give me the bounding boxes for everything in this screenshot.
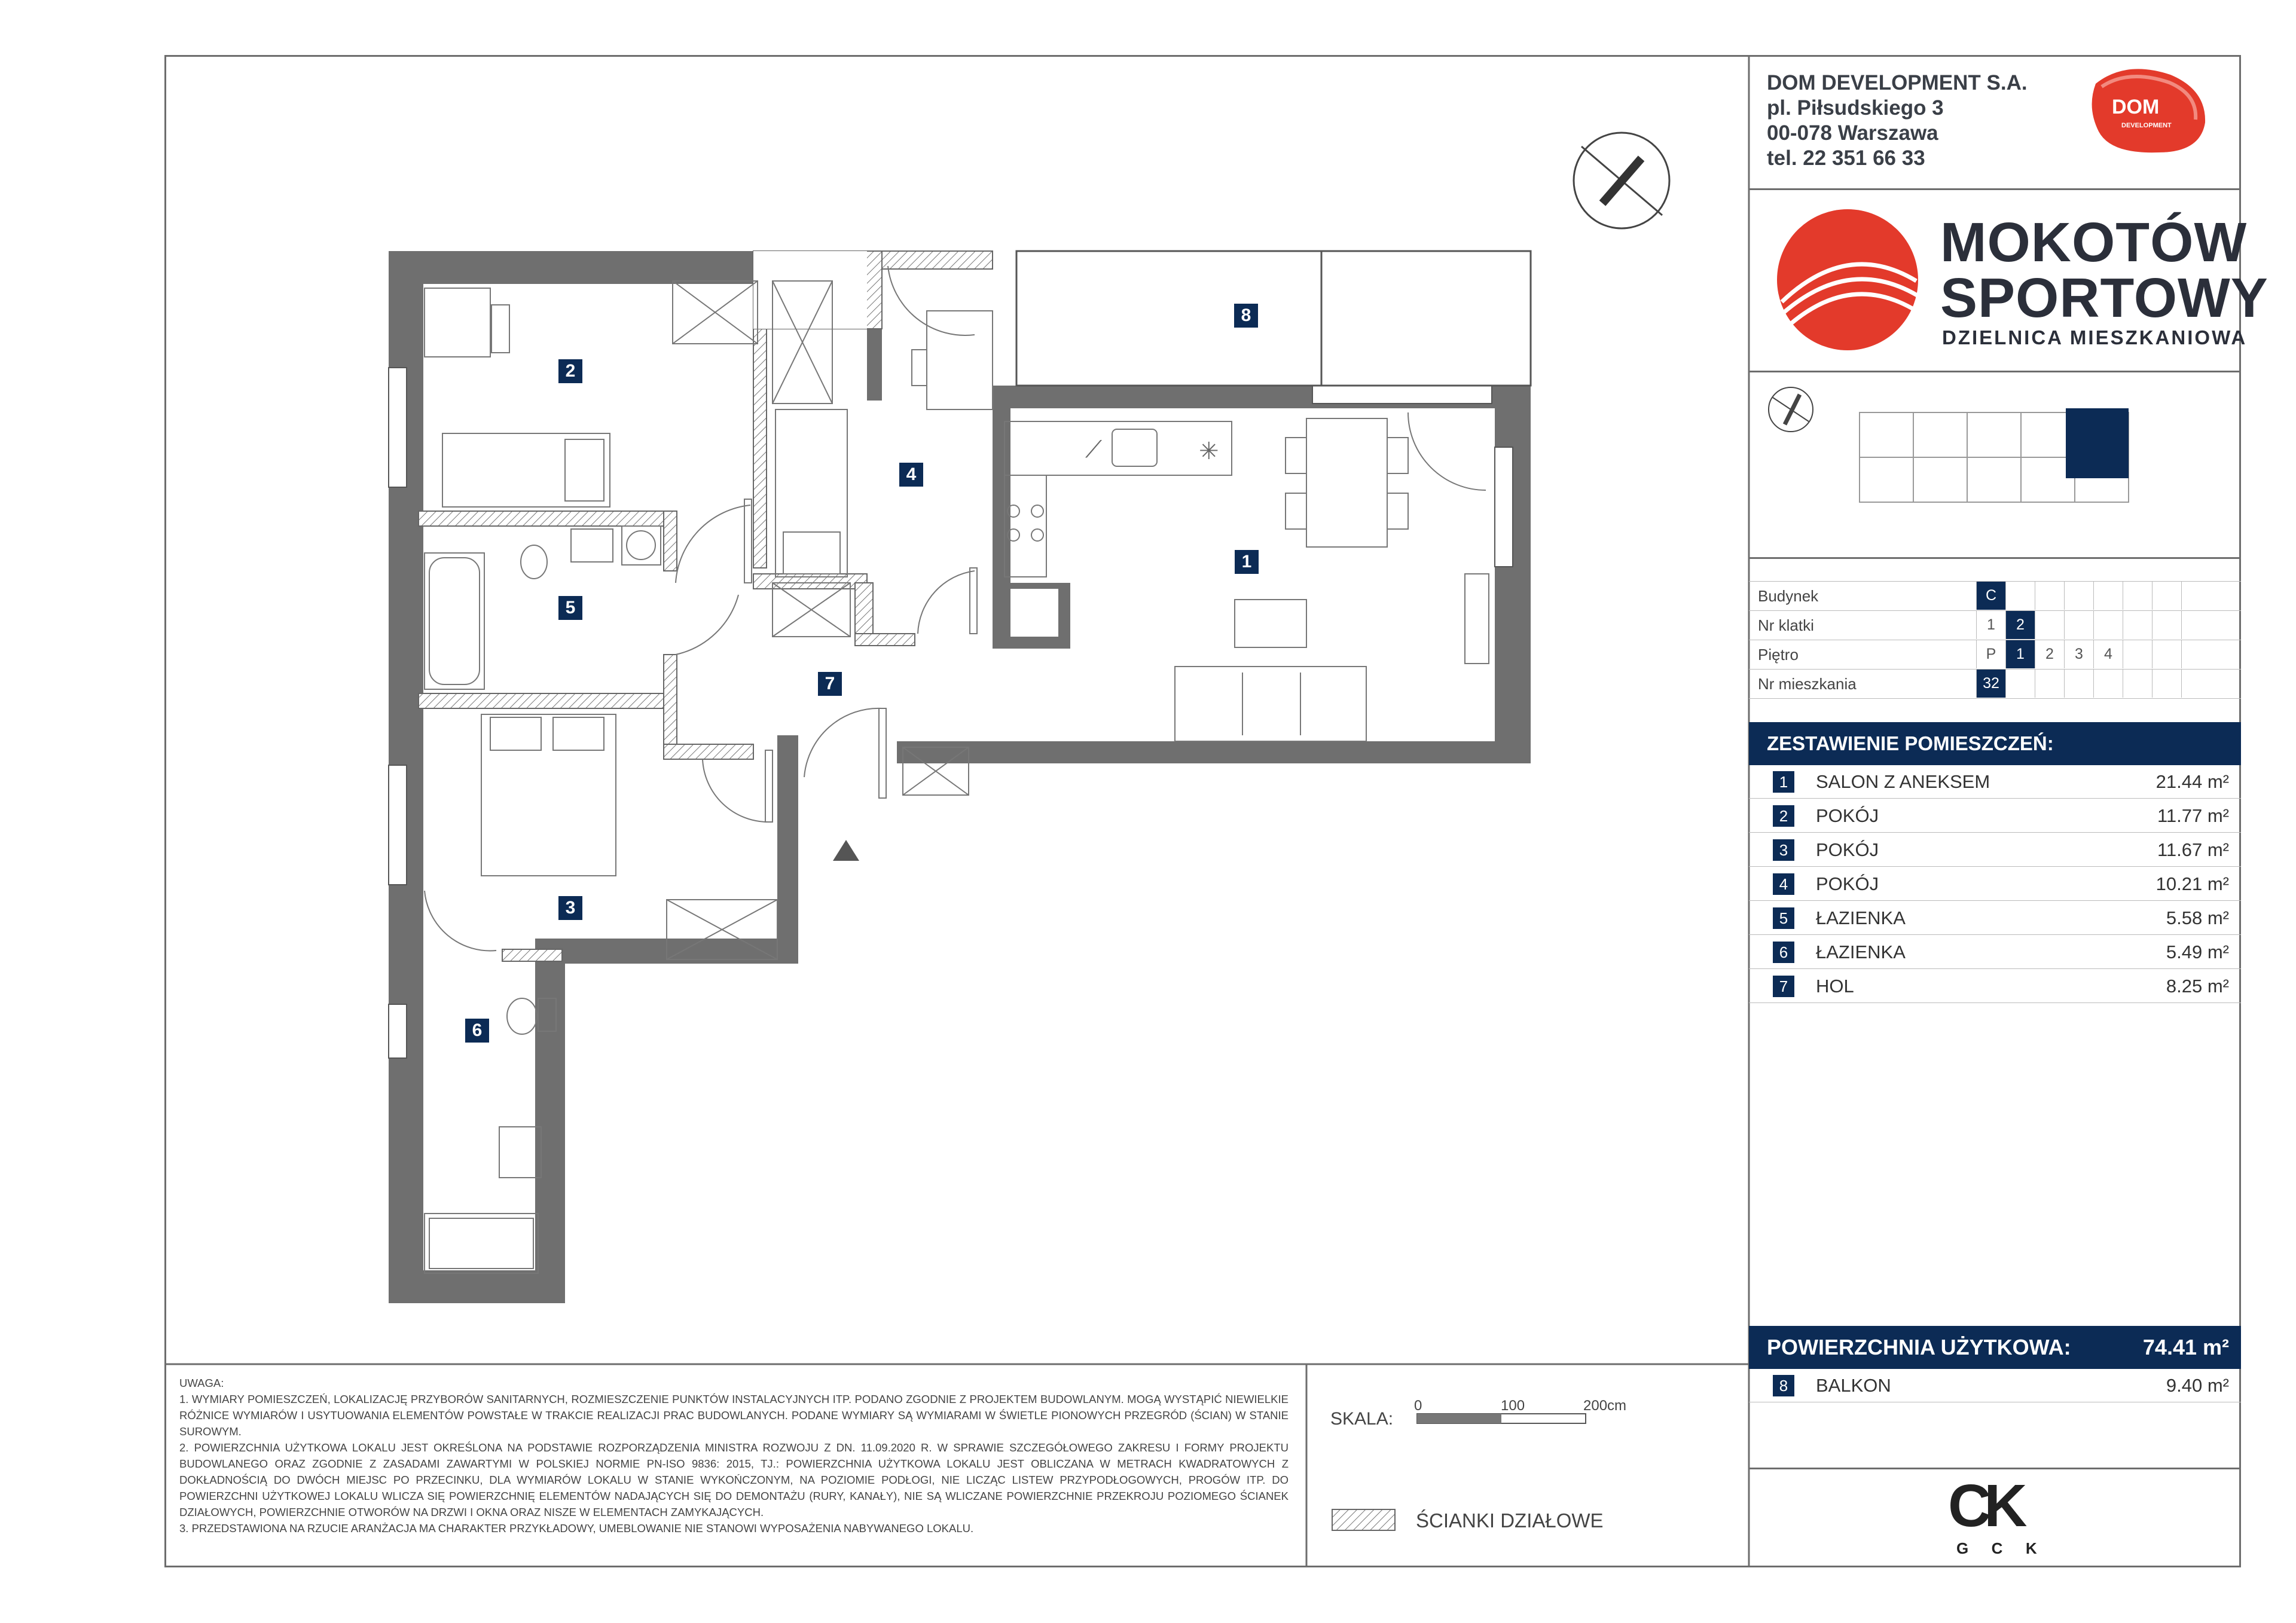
project-title-line2: SPORTOWY [1940,267,2268,329]
balcony-num: 8 [1773,1375,1794,1396]
building-table-cell [2152,611,2181,639]
building-table-cell [2064,582,2093,610]
plan-label-bath6: 6 [465,1019,489,1043]
room-name: ŁAZIENKA [1816,907,1906,928]
building-table-cell: 1 [1976,611,2005,639]
project-title-line1: MOKOTÓW [1940,211,2248,273]
partition-walls [419,251,993,961]
room-area: 11.77 m² [2157,805,2229,826]
partition-legend-label: ŚCIANKI DZIAŁOWE [1416,1509,1604,1532]
building-table-cell [2181,611,2210,639]
building-table-cell [2005,670,2035,698]
usable-area-bar [1749,1326,2241,1369]
building-table-cell [2181,582,2210,610]
room-name: HOL [1816,976,1854,997]
building-table-cell [2035,582,2064,610]
room-row [1749,833,2241,867]
building-table-cell: 4 [2093,640,2123,668]
notes [179,1375,1289,1536]
building-table-cell [2064,670,2093,698]
room-number: 7 [1773,976,1794,997]
building-table-row-line [1749,698,2241,699]
balcony [1016,251,1531,386]
room-row [1749,867,2241,901]
plan-label-room2: 2 [558,359,582,383]
building-table-cell [2123,611,2152,639]
company-name: DOM DEVELOPMENT S.A. [1767,71,2028,94]
balcony-area: 9.40 m² [2166,1375,2229,1396]
project-subtitle: DZIELNICA MIESZKANIOWA [1942,326,2248,349]
room-name: SALON Z ANEKSEM [1816,771,1990,792]
room-row [1749,765,2241,799]
gck-logo-mark: CK [1948,1472,2020,1539]
building-table-cell [2093,611,2123,639]
building-table-cell [2123,582,2152,610]
room-row [1749,799,2241,833]
building-table-cell: 32 [1976,670,2005,698]
building-table-cell [2152,582,2181,610]
building-table-cell: 2 [2035,640,2064,668]
balcony-name: BALKON [1816,1375,1891,1396]
room-area: 11.67 m² [2157,839,2229,860]
room-row [1749,901,2241,935]
plan-label-room3: 3 [558,896,582,920]
room-number: 1 [1773,771,1794,793]
building-table-cell: 3 [2064,640,2093,668]
room-area: 10.21 m² [2155,873,2229,894]
plan-label-balcony: 8 [1234,304,1258,328]
plan-label-salon: 1 [1235,550,1259,574]
note-2: 2. POWIERZCHNIA UŻYTKOWA LOKALU JEST OKREŚLONA NA PODSTAWIE ROZPORZĄDZENIA MINISTRA ROZWOJU Z DN. 11.09.2020 R. W SPRAWIE SZCZEGÓŁOWEGO ZAKRESU I FORMY PROJEKTU BUDOWLANEGO ORAZ ZGODNIE Z ZASADAMI ZAWARTYMI W POLSKIEJ NORMIE PN-ISO 9836: 2015, TJ.: POWIERZCHNIA UŻYTKOWA LOKALU JEST OBLICZANA W METRACH KWADRATOWYCH Z DOKŁADNOŚCIĄ DO DWÓCH MIEJSC PO PRZECINKU, DLA WYMIARÓW LOKALU W STANIE WYKOŃCZONYM, NA POZIOMIE PODŁOGI, NIE LICZĄC LISTEW PRZYPODŁOGOWYCH, PROGÓW ITP. DO POWIERZCHNI UŻYTKOWEJ LOKALU WLICZA SIĘ POWIERZCHNIĘ ELEMENTÓW NADAJĄCYCH SIĘ DO DEMONTAŻU (RURY, KANAŁY), NIE SĄ WLICZANE POWIERZCHNIE PRZEKROJU POZIOMEGO ŚCIANEK DZIAŁOWYCH, POWIERZCHNIE OTWORÓW NA DRZWI I OKNA ORAZ NISZE W ELEMENTACH ZAMYKAJĄCYCH. [179,1441,1289,1518]
building-table-label: Budynek [1758,587,1819,605]
building-table-cell [2123,640,2152,668]
room-number: 5 [1773,907,1794,929]
note-3: 3. PRZEDSTAWIONA NA RZUCIE ARANŻACJA MA CHARAKTER PRZYKŁADOWY, UMEBLOWANIE NIE STANOWI WYPOSAŻENIA NABYWANEGO LOKALU. [179,1522,974,1535]
room-number: 3 [1773,839,1794,861]
room-row [1749,936,2241,969]
room-number: 4 [1773,873,1794,895]
rooms-header: ZESTAWIENIE POMIESZCZEŃ: [1749,722,2241,765]
room-area: 8.25 m² [2166,976,2229,997]
building-table-label: Nr mieszkania [1758,675,1857,693]
building-table-cell: P [1976,640,2005,668]
room-name: POKÓJ [1816,839,1879,860]
company-info [1767,71,2028,171]
building-table-cell [2093,670,2123,698]
building-table-cell [2035,670,2064,698]
gck-logo-letters: G C K [1956,1539,2042,1557]
building-table-label: Piętro [1758,646,1799,664]
mokotow-logo [1777,209,1918,350]
building-table-cell [2035,611,2064,639]
svg-text:✳: ✳ [1199,438,1219,464]
scale-bar [1417,1414,1586,1423]
notes-title: UWAGA: [179,1377,224,1389]
room-number: 2 [1773,805,1794,827]
room-number: 6 [1773,942,1794,963]
scale-label: SKALA: [1330,1409,1394,1429]
key-plan-highlight [2066,408,2129,478]
svg-text:⟋: ⟋ [1085,436,1102,463]
room-name: POKÓJ [1816,873,1879,894]
building-table-cell [2181,670,2210,698]
building-table-cell: 2 [2005,611,2035,639]
building-table-cell [2152,670,2181,698]
building-table-cell [2064,611,2093,639]
usable-area-value: 74.41 m² [2142,1335,2229,1359]
room-name: ŁAZIENKA [1816,942,1906,962]
building-table-cell [2123,670,2152,698]
balcony-row [1749,1369,2241,1402]
building-table-cell [2152,640,2181,668]
partition-legend-swatch [1332,1509,1395,1530]
building-table-cell [2181,640,2210,668]
plan-label-room4: 4 [899,463,923,487]
building-table-cell: C [1976,582,2005,610]
room-area: 21.44 m² [2155,771,2229,792]
dom-logo-subtext: DEVELOPMENT [2121,122,2172,129]
building-table-cell: 1 [2005,640,2035,668]
company-city: 00-078 Warszawa [1767,121,1938,145]
compass [1574,133,1669,228]
room-name: POKÓJ [1816,805,1879,826]
room-area: 5.49 m² [2166,942,2229,962]
plan-label-hall: 7 [818,672,842,696]
building-table-cell [2005,582,2035,610]
building-table-label: Nr klatki [1758,616,1814,634]
room-row [1749,970,2241,1003]
usable-area-label: POWIERZCHNIA UŻYTKOWA: [1767,1335,2071,1359]
note-1: 1. WYMIARY POMIESZCZEŃ, LOKALIZACJĘ PRZYBORÓW SANITARNYCH, ROZMIESZCZENIE PUNKTÓW INSTALACYJNYCH ITP. PODANO ZGODNIE Z PROJEKTEM BUDOWLANYM. MOGĄ WYSTĄPIĆ NIEWIELKIE RÓŻNICE WYMIARÓW I USYTUOWANIA ELEMENTÓW POWSTAŁE W TRAKCIE REALIZACJI PRAC BUDOWLANYCH. PODANE WYMIARY SĄ WYMIARAMI W ŚWIETLE PIONOWYCH PRZEGRÓD (ŚCIAN) W STANIE SUROWYM. [179,1393,1289,1438]
plan-label-bath5: 5 [558,596,582,620]
company-phone: tel. 22 351 66 33 [1767,146,1925,170]
building-table-cell [2093,582,2123,610]
scale-tick-100: 100 [1501,1398,1525,1414]
company-street: pl. Piłsudskiego 3 [1767,96,1944,120]
scale-tick-0: 0 [1414,1398,1422,1414]
scale-tick-200: 200cm [1583,1398,1627,1414]
room-area: 5.58 m² [2166,907,2229,928]
dom-logo-text: DOM [2112,96,2160,118]
